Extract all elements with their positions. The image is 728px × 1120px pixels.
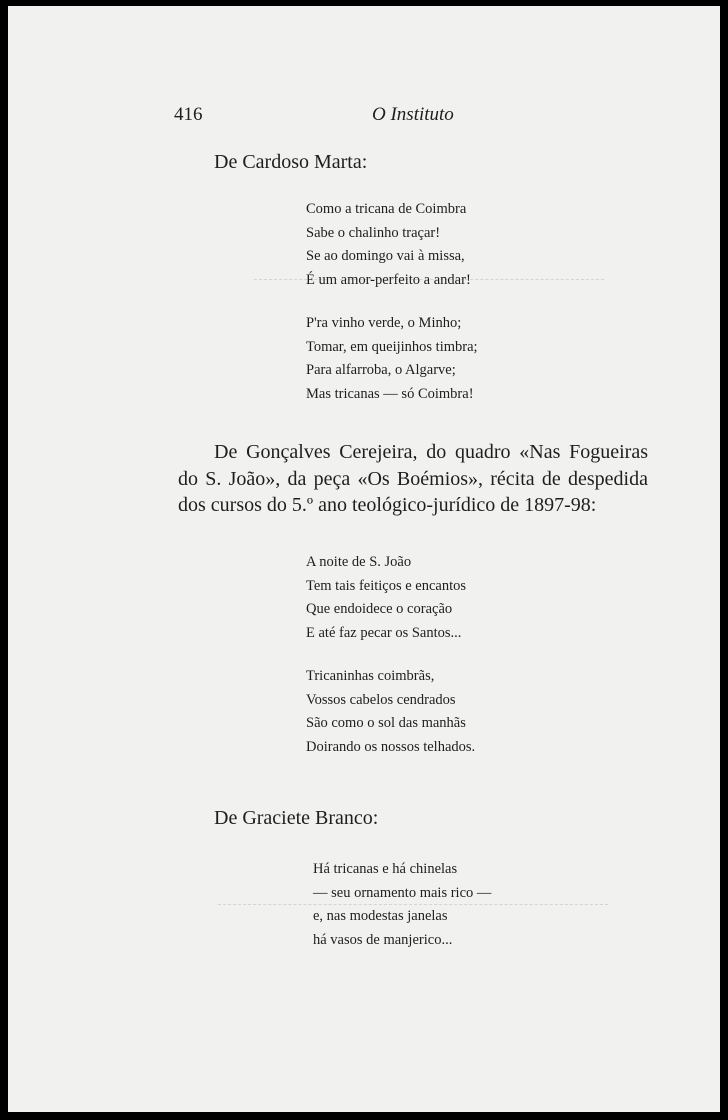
poem-line: P'ra vinho verde, o Minho; bbox=[306, 315, 462, 331]
poem-line: Que endoidece o coração bbox=[306, 601, 453, 617]
poem-line: Sabe o chalinho traçar! bbox=[306, 224, 441, 241]
poem-line: Tomar, em queijinhos timbra; bbox=[306, 338, 478, 355]
poem-stanza bbox=[306, 551, 466, 645]
poem-line: há vasos de manjerico... bbox=[313, 931, 453, 948]
poem-line: Vossos cabelos cendrados bbox=[306, 691, 456, 708]
poem-line: Como a tricana de Coimbra bbox=[306, 201, 467, 217]
poem-line: — seu ornamento mais rico — bbox=[313, 884, 492, 901]
poem-line: Há tricanas e há chinelas bbox=[313, 861, 458, 877]
poem-line: A noite de S. João bbox=[306, 554, 412, 570]
attribution-graciete-branco: De Graciete Branco: bbox=[214, 807, 379, 829]
poem-line: São como o sol das manhãs bbox=[306, 715, 466, 731]
attribution-goncalves-cerejeira bbox=[178, 439, 648, 519]
page-number: 416 bbox=[174, 104, 203, 125]
poem-stanza bbox=[306, 198, 471, 292]
poem-line: Para alfarroba, o Algarve; bbox=[306, 362, 456, 378]
poem-line: e, nas modestas janelas bbox=[313, 908, 448, 924]
poem-stanza bbox=[313, 858, 491, 952]
poem-line: E até faz pecar os Santos... bbox=[306, 624, 462, 641]
poem-line: Se ao domingo vai à missa, bbox=[306, 248, 465, 264]
running-title: O Instituto bbox=[372, 104, 454, 125]
poem-line: Tem tais feitiços e encantos bbox=[306, 577, 467, 594]
paragraph: De Gonçalves Cerejeira, do quadro «Nas Fogueiras do S. João», da peça «Os Boémios», récita de despedida dos cursos do 5.º ano teológico-jurídico de 1897-98: bbox=[178, 441, 648, 516]
book-page bbox=[8, 6, 720, 1112]
poem-stanza bbox=[306, 312, 478, 406]
poem-line: Mas tricanas — só Coimbra! bbox=[306, 385, 474, 402]
poem-line: É um amor-perfeito a andar! bbox=[306, 271, 471, 288]
attribution-cardoso-marta: De Cardoso Marta: bbox=[214, 151, 368, 173]
poem-stanza bbox=[306, 665, 475, 759]
poem-line: Doirando os nossos telhados. bbox=[306, 738, 476, 755]
poem-line: Tricaninhas coimbrãs, bbox=[306, 668, 435, 684]
